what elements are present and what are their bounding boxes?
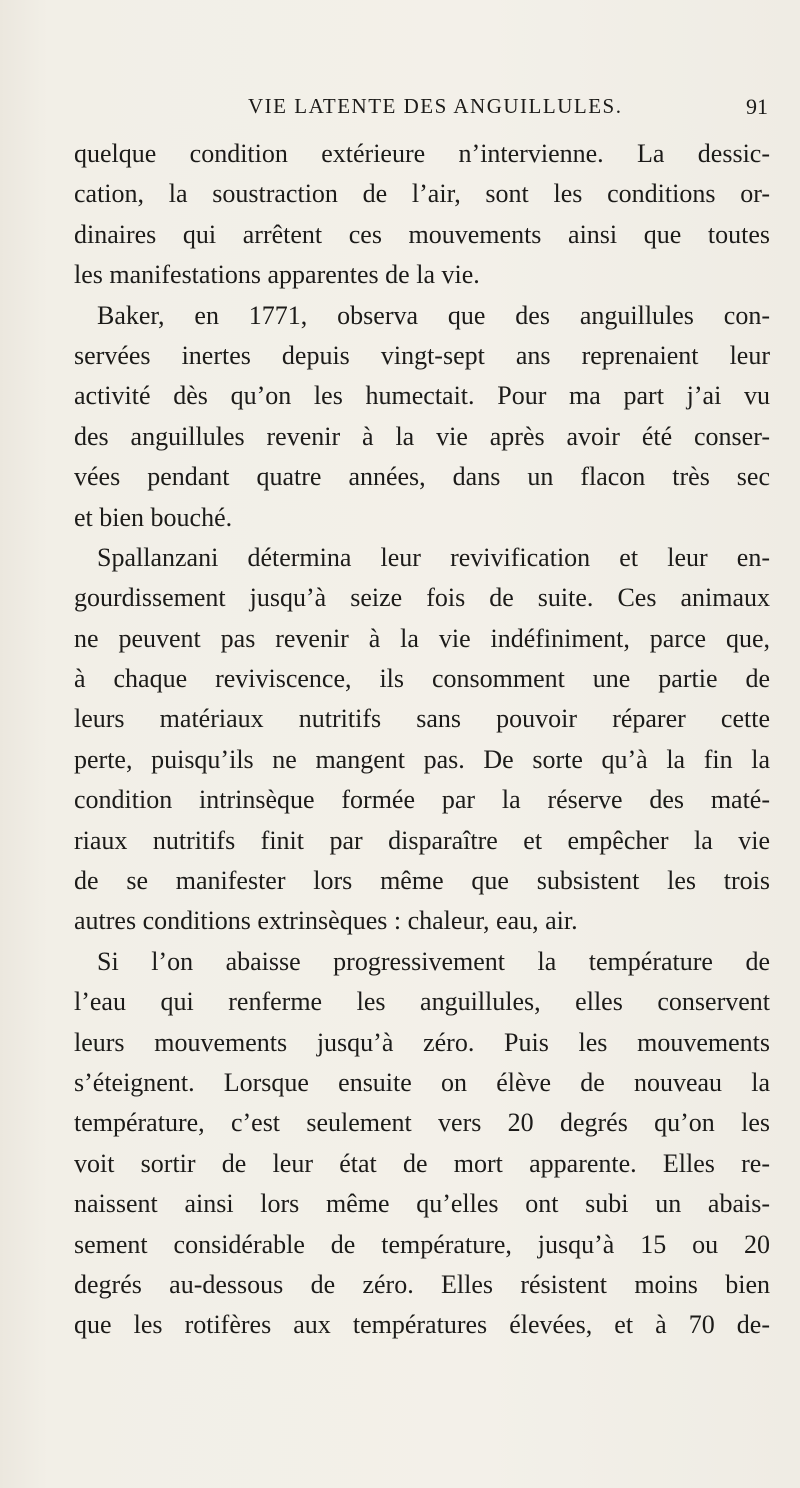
page-number: 91 <box>746 94 768 119</box>
text-line: Spallanzani détermina leur revivification et leur en- <box>97 542 770 572</box>
text-line: et bien bouché. <box>74 502 233 532</box>
text-line: leurs mouvements jusqu’à zéro. Puis les mouvements <box>74 1027 770 1057</box>
text-line: des anguillules revenir à la vie après avoir été conser- <box>74 421 770 451</box>
text-line: leurs matériaux nutritifs sans pouvoir réparer cette <box>74 704 770 734</box>
text-line: gourdissement jusqu’à seize fois de suite. Ces animaux <box>74 583 770 613</box>
text-line: dinaires qui arrêtent ces mouvements ainsi que toutes <box>74 219 770 249</box>
text-line: quelque condition extérieure n’intervienne. La dessic- <box>74 139 770 168</box>
text-line: de se manifester lors même que subsistent les trois <box>74 866 770 896</box>
text-line: degrés au-dessous de zéro. Elles résistent moins bien <box>74 1269 770 1299</box>
running-title: VIE LATENTE DES ANGUILLULES. <box>248 94 623 118</box>
text-line: sement considérable de température, jusqu’à 15 ou 20 <box>74 1229 770 1259</box>
text-line: cation, la soustraction de l’air, sont les conditions or- <box>74 179 770 209</box>
text-line: riaux nutritifs finit par disparaître et empêcher la vie <box>74 825 770 855</box>
body-text <box>74 134 770 1346</box>
text-line: vées pendant quatre années, dans un flacon très sec <box>74 462 770 492</box>
text-line: température, c’est seulement vers 20 degrés qu’on les <box>74 1108 770 1138</box>
text-line: à chaque reviviscence, ils consomment une partie de <box>74 664 770 694</box>
page-header <box>248 94 768 130</box>
text-line: autres conditions extrinsèques : chaleur, eau, air. <box>74 906 578 936</box>
text-line: voit sortir de leur état de mort apparente. Elles re- <box>74 1148 770 1178</box>
text-line: s’éteignent. Lorsque ensuite on élève de nouveau la <box>74 1067 770 1097</box>
text-line: perte, puisqu’ils ne mangent pas. De sorte qu’à la fin la <box>74 744 770 774</box>
text-line: les manifestations apparentes de la vie. <box>74 260 480 290</box>
text-line: condition intrinsèque formée par la réserve des maté- <box>74 785 770 815</box>
text-line: naissent ainsi lors même qu’elles ont subi un abais- <box>74 1189 770 1219</box>
text-line: que les rotifères aux températures élevées, et à 70 de- <box>74 1310 770 1340</box>
text-line: Baker, en 1771, observa que des anguillules con- <box>97 300 770 330</box>
text-line: Si l’on abaisse progressivement la température de <box>97 946 770 976</box>
text-line: servées inertes depuis vingt-sept ans reprenaient leur <box>74 340 770 370</box>
text-line: activité dès qu’on les humectait. Pour ma part j’ai vu <box>74 381 770 411</box>
text-line: ne peuvent pas revenir à la vie indéfiniment, parce que, <box>74 623 770 653</box>
text-line: l’eau qui renferme les anguillules, elles conservent <box>74 987 770 1017</box>
